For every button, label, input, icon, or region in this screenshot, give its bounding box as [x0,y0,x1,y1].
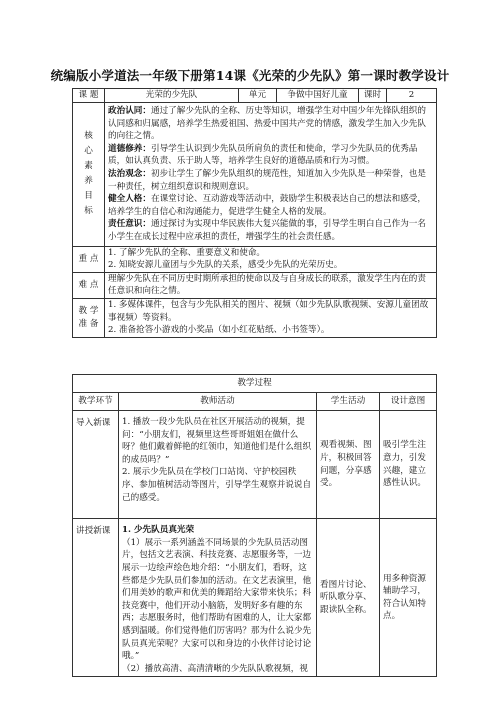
column-header: 学生活动 [317,393,380,411]
hours-label: 课时 [359,89,387,103]
difficulty-row [73,272,437,298]
process-row [73,519,437,677]
preparation-label: 教 学 准 备 [73,298,105,337]
goals-row [73,103,437,247]
goal-item: 政治认同：通过了解少先队的全称、历史等知识，增强学生对中国少年先锋队组织的认同感和归属感，培养学生热爱祖国、热爱中国共产党的情感，激发学生加入少先队的向往之情。 [108,106,426,142]
difficulty-label: 难 点 [73,272,105,298]
lesson-label: 课 题 [73,89,105,103]
goal-item: 道德修养：引导学生认识到少先队员所肩负的责任和使命，学习少先队员的优秀品质，如认真负责、乐于助人等，培养学生良好的道德品质和行为习惯。 [108,143,418,167]
process-row [73,411,437,519]
preparation-content: 1. 多媒体课件，包含与少先队相关的图片、视频（如少先队队歌视频、安源儿童团故事视频）等资料。 2. 准备抢答小游戏的小奖品（如小红花贴纸、小书签等）。 [105,298,437,337]
goal-item: 健全人格：在课堂讨论、互动游戏等活动中，鼓励学生积极表达自己的想法和感受，培养学生的自信心和沟通能力，促进学生健全人格的发展。 [108,194,426,217]
process-header-row [73,393,437,411]
teaching-process-table [72,374,437,677]
stage-cell: 讲授新课 [73,519,119,677]
preparation-row [73,298,437,337]
key-points-row [73,246,437,272]
unit-value: 争做中国好儿童 [277,89,359,103]
goal-item: 法治观念：初步让学生了解少先队组织的规范性，知道加入少先队是一种荣誉，也是一种责任，树立组织意识和规则意识。 [108,168,426,192]
teacher-activity: 1. 少先队员真光荣 （1）展示一系列涵盖不同场景的少先队员活动图片，包括文艺表演、科技竞赛、志愿服务等，一边展示一边绘声绘色地介绍：“小朋友们，看呀，这些都是少先队员们参加的活动。在文艺表演里，他们用美妙的歌声和优美的舞蹈给大家带来快乐；科技竞赛中，他们开动小脑筋，发明好多有趣的东西；志愿服务时，他们帮助有困难的人，让大家都感到温暖。你们觉得他们厉害吗？那为什么说少先队员真光荣呢？大家可以和身边的小伙伴讨论讨论哦。” （2）播放高清、高清清晰的少先队队歌视频，视 [119,519,317,677]
goals-label: 核 心 素 养 目 标 [73,103,105,247]
unit-label: 单元 [239,89,277,103]
stage-cell: 导入新课 [73,411,119,519]
header-row [73,89,437,103]
column-header: 教学环节 [73,393,119,411]
design-intent: 吸引学生注意力，引发兴趣，建立感性认识。 [380,411,437,519]
teacher-activity: 1. 播放一段少先队员在社区开展活动的视频，提问：“小朋友们，视频里这些哥哥姐姐在做什么呀？他们戴着鲜艳的红领巾，知道他们是什么组织的成员吗？” 2. 展示少先队员在学校门口站岗、守护校园秩序、参加植树活动等图片，引导学生观察并说说自己的感受。 [119,411,317,519]
key-points-content: 1. 了解少先队的全称、重要意义和使命。 2. 知晓安源儿童团与少先队的关系，感受少先队的光荣历史。 [105,246,437,272]
key-points-label: 重 点 [73,246,105,272]
lesson-value: 光荣的少先队 [105,89,239,103]
process-title-row [73,375,437,393]
column-header: 设计意图 [380,393,437,411]
column-header: 教师活动 [119,393,317,411]
goals-content [105,103,437,247]
student-activity: 观看视频、图片，积极回答问题，分享感受。 [317,411,380,519]
lesson-info-table [72,88,437,338]
student-activity: 看图片讨论、听队歌分享、跟读队全称。 [317,519,380,677]
document-title: 统编版小学道法一年级下册第14课《光荣的少先队》第一课时教学设计 [50,68,450,83]
design-intent: 用多种资源辅助学习，符合认知特点。 [380,519,437,677]
process-title: 教学过程 [73,375,437,393]
hours-value: 2 [387,89,437,103]
difficulty-content: 理解少先队在不同历史时期所承担的使命以及与自身成长的联系，激发学生内在的责任意识和向往之情。 [105,272,437,298]
goal-item: 责任意识：通过探讨为实现中华民族伟大复兴能做的事，引导学生明白自己作为一名小学生在成长过程中应承担的责任，增强学生的社会责任感。 [108,219,426,242]
